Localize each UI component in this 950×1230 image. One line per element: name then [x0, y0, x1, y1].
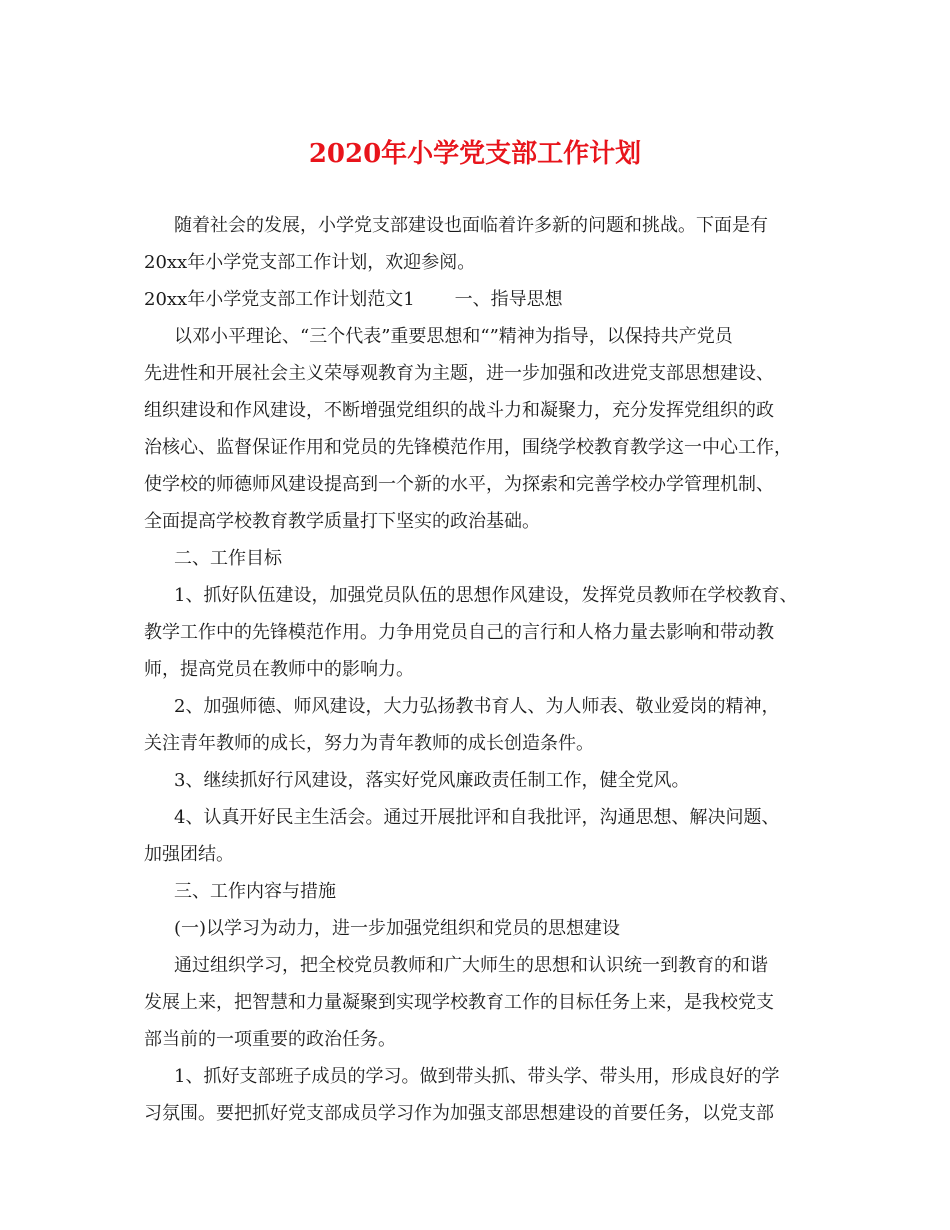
text-line-content: 发展上来，把智慧和力量凝聚到实现学校教育工作的目标任务上来，是我校党支: [144, 992, 774, 1013]
text-line-content: 习氛围。要把抓好党支部成员学习作为加强支部思想建设的首要任务，以党支部: [144, 1103, 774, 1124]
text-line-content: 教学工作中的先锋模范作用。力争用党员自己的言行和人格力量去影响和带动教: [144, 622, 774, 643]
text-line-content: 全面提高学校教育教学质量打下坚实的政治基础。: [144, 511, 540, 532]
text-line: [144, 947, 812, 984]
text-line: [144, 688, 812, 725]
text-line-content: 师，提高党员在教师中的影响力。: [144, 659, 414, 680]
document-title: 2020年小学党支部工作计划: [308, 139, 642, 169]
document-body: [144, 207, 812, 1132]
text-line: [144, 318, 812, 355]
text-line: [144, 540, 812, 577]
text-line: [144, 1021, 812, 1058]
text-line-content: 三、工作内容与措施: [174, 881, 336, 902]
text-line: [144, 466, 812, 503]
text-line-content: 二、工作目标: [174, 548, 282, 569]
text-line: [144, 910, 812, 947]
text-line: [144, 392, 812, 429]
text-line: [144, 1095, 812, 1132]
text-line: [144, 651, 812, 688]
text-line-content: 随着社会的发展，小学党支部建设也面临着许多新的问题和挑战。下面是有: [174, 215, 768, 236]
text-line: [144, 873, 812, 910]
text-line: [144, 1058, 812, 1095]
text-line: [144, 429, 812, 466]
text-line: [144, 207, 812, 244]
text-line: [144, 762, 812, 799]
text-line-content: 20xx年小学党支部工作计划，欢迎参阅。: [144, 252, 476, 273]
text-line-tail: 一、指导思想: [454, 289, 563, 310]
text-line-content: 1、抓好队伍建设，加强党员队伍的思想作风建设，发挥党员教师在学校教育、: [174, 585, 798, 606]
text-line: [144, 725, 812, 762]
text-line-content: 先进性和开展社会主义荣辱观教育为主题，进一步加强和改进党支部思想建设、: [144, 363, 774, 384]
text-line-content: 2、加强师德、师风建设，大力弘扬教书育人、为人师表、敬业爱岗的精神，: [174, 696, 780, 717]
text-line: [144, 355, 812, 392]
text-line-content: 部当前的一项重要的政治任务。: [144, 1029, 396, 1050]
text-line-content: 3、继续抓好行风建设，落实好党风廉政责任制工作，健全党风。: [174, 770, 690, 791]
text-line: [144, 836, 812, 873]
text-line: [144, 281, 812, 318]
text-line-content: 关注青年教师的成长，努力为青年教师的成长创造条件。: [144, 733, 594, 754]
text-line-content: 4、认真开好民主生活会。通过开展批评和自我批评，沟通思想、解决问题、: [174, 807, 780, 828]
text-line-content: (一)以学习为动力，进一步加强党组织和党员的思想建设: [174, 918, 621, 939]
text-line-content: 以邓小平理论、“三个代表”重要思想和“”精神为指导，以保持共产党员: [174, 326, 733, 347]
text-line: [144, 577, 812, 614]
text-line-content: 加强团结。: [144, 844, 234, 865]
text-line-content: 20xx年小学党支部工作计划范文1: [144, 289, 415, 310]
text-line: [144, 614, 812, 651]
text-line: [144, 799, 812, 836]
text-line: [144, 244, 812, 281]
text-line-content: 组织建设和作风建设，不断增强党组织的战斗力和凝聚力，充分发挥党组织的政: [144, 400, 774, 421]
text-line-content: 1、抓好支部班子成员的学习。做到带头抓、带头学、带头用，形成良好的学: [174, 1066, 780, 1087]
text-line: [144, 503, 812, 540]
text-line: [144, 984, 812, 1021]
text-line-content: 通过组织学习，把全校党员教师和广大师生的思想和认识统一到教育的和谐: [174, 955, 768, 976]
text-line-content: 使学校的师德师风建设提高到一个新的水平，为探索和完善学校办学管理机制、: [144, 474, 774, 495]
text-line-content: 治核心、监督保证作用和党员的先锋模范作用，围绕学校教育教学这一中心工作，: [144, 437, 792, 458]
